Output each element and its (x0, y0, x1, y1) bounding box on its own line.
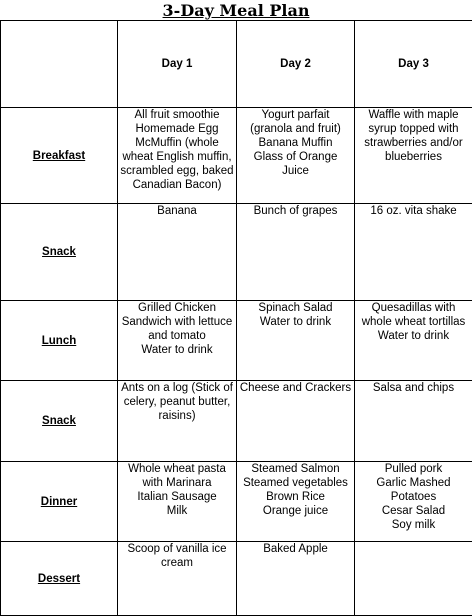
table-row (1, 204, 472, 301)
meal-item: Milk (120, 504, 234, 518)
meal-cell (355, 381, 472, 462)
meal-cell (237, 301, 355, 381)
table-row (1, 301, 472, 381)
meal-item: Spinach Salad (239, 301, 352, 315)
table-row (1, 108, 472, 204)
meal-item: Glass of Orange Juice (239, 150, 352, 178)
meal-label: Breakfast (1, 108, 118, 204)
meal-cell (355, 462, 472, 542)
meal-item: Waffle with maple syrup topped with strawberries and/or blueberries (357, 108, 470, 164)
meal-cell (118, 204, 237, 301)
day-header-label: Day 3 (398, 57, 429, 71)
meal-item: Garlic Mashed Potatoes (357, 476, 470, 504)
meal-item: Steamed Salmon (239, 462, 352, 476)
meal-item: Whole wheat pasta with Marinara (120, 462, 234, 490)
meal-cell (355, 204, 472, 301)
meal-item: Homemade Egg McMuffin (whole wheat English muffin, scrambled egg, baked Canadian Bacon) (120, 122, 234, 192)
corner-cell (1, 21, 118, 108)
meal-cell (237, 108, 355, 204)
meal-item: Bunch of grapes (239, 204, 352, 218)
meal-cell (237, 204, 355, 301)
meal-item: Scoop of vanilla ice cream (120, 542, 234, 570)
page-title: 3-Day Meal Plan (0, 0, 472, 22)
meal-item: All fruit smoothie (120, 108, 234, 122)
meal-item: Banana (120, 204, 234, 218)
meal-cell (237, 381, 355, 462)
meal-item: Cesar Salad (357, 504, 470, 518)
meal-cell (237, 542, 355, 616)
meal-label: Snack (1, 204, 118, 301)
meal-item: Orange juice (239, 504, 352, 518)
meal-cell (355, 108, 472, 204)
meal-label: Snack (1, 381, 118, 462)
meal-item: Ants on a log (Stick of celery, peanut butter, raisins) (120, 381, 234, 423)
day-header (355, 21, 472, 108)
header-row (1, 21, 472, 108)
meal-item: Pulled pork (357, 462, 470, 476)
meal-item: Water to drink (357, 329, 470, 343)
meal-item: Cheese and Crackers (239, 381, 352, 395)
meal-cell (118, 542, 237, 616)
table-row (1, 542, 472, 616)
meal-item: Quesadillas with whole wheat tortillas (357, 301, 470, 329)
meal-label: Dinner (1, 462, 118, 542)
meal-label: Dessert (1, 542, 118, 616)
meal-cell (118, 108, 237, 204)
meal-item: Water to drink (239, 315, 352, 329)
meal-item: Soy milk (357, 518, 470, 532)
meal-item: Salsa and chips (357, 381, 470, 395)
meal-item: Baked Apple (239, 542, 352, 556)
meal-cell (355, 542, 472, 616)
meal-item: Water to drink (120, 343, 234, 357)
day-header (237, 21, 355, 108)
meal-cell (237, 462, 355, 542)
meal-item: Brown Rice (239, 490, 352, 504)
meal-item: Grilled Chicken Sandwich with lettuce and tomato (120, 301, 234, 343)
meal-cell (355, 301, 472, 381)
meal-item: Italian Sausage (120, 490, 234, 504)
meal-plan-table (0, 20, 472, 616)
meal-cell (118, 462, 237, 542)
meal-label: Lunch (1, 301, 118, 381)
day-header-label: Day 1 (162, 57, 193, 71)
table-row (1, 381, 472, 462)
day-header-label: Day 2 (280, 57, 311, 71)
meal-cell (118, 381, 237, 462)
day-header (118, 21, 237, 108)
meal-item: Yogurt parfait (granola and fruit) (239, 108, 352, 136)
meal-item: 16 oz. vita shake (357, 204, 470, 218)
meal-cell (118, 301, 237, 381)
meal-item: Steamed vegetables (239, 476, 352, 490)
meal-item: Banana Muffin (239, 136, 352, 150)
table-row (1, 462, 472, 542)
